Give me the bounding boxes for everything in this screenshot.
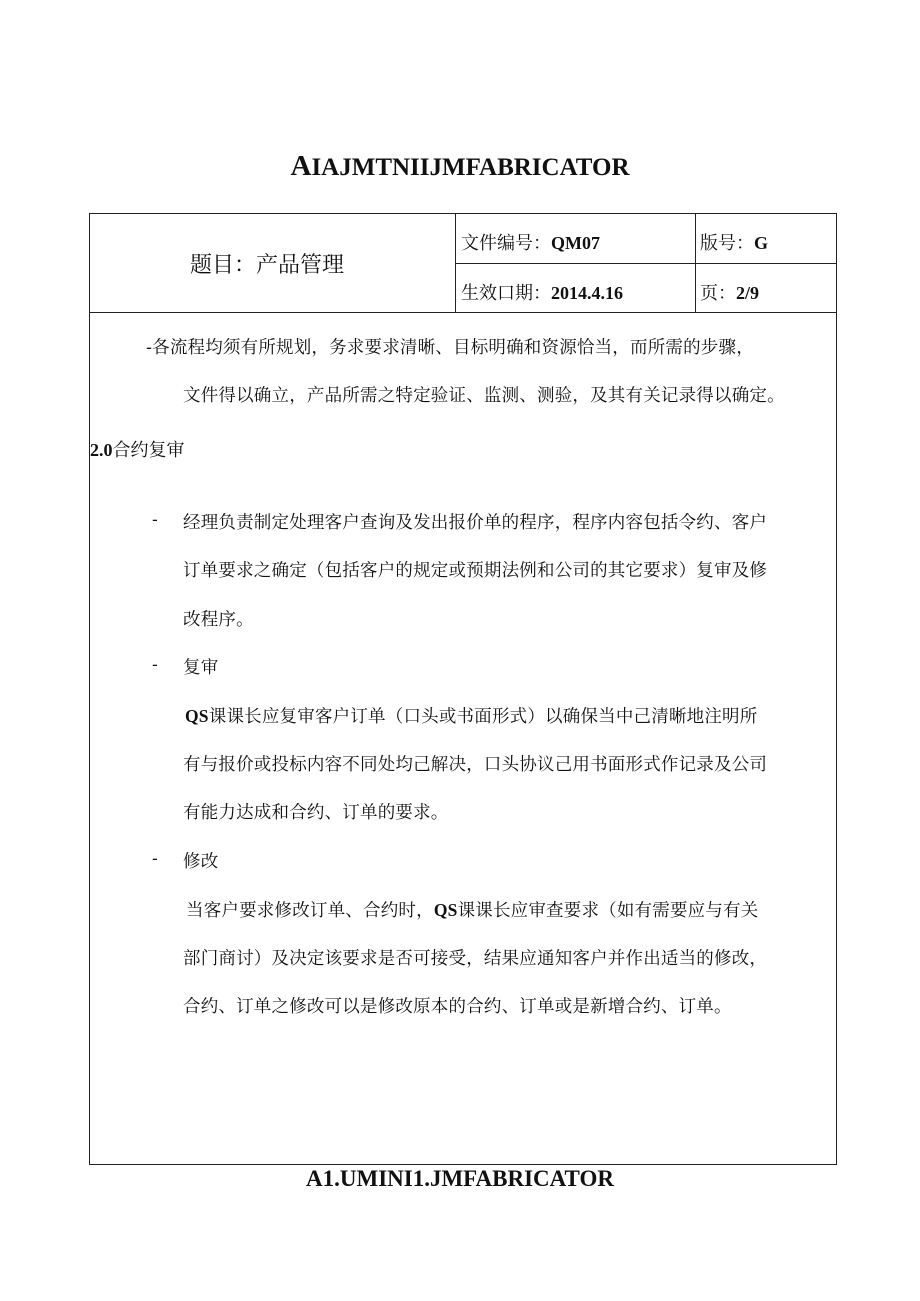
page-number-value: 2/9	[736, 283, 760, 303]
intro-line-1: -各流程均须有所规划，务求要求清晰、目标明确和资源恰当，而所需的步骤，	[146, 338, 754, 358]
doc-number-label: 文件编号：	[461, 233, 551, 254]
modify-line-1-post: 课课长应审查要求（如有需要应与有关	[457, 901, 759, 921]
effective-date-cell	[461, 279, 623, 305]
effective-date-value: 2014.4.16	[551, 283, 623, 303]
document-footer-title: A1.UMINI1.JMFABRICATOR	[306, 1166, 614, 1191]
bullet-dash-3: -	[152, 849, 158, 869]
section-title: 合约复审	[112, 440, 185, 461]
version-label: 版号：	[700, 233, 754, 254]
review-qs-code: QS	[185, 706, 209, 726]
section-heading	[90, 436, 185, 462]
modify-line-3: 合约、订单之修改可以是修改原本的合约、订单或是新增合约、订单。	[183, 997, 732, 1017]
modify-line-1	[186, 897, 758, 922]
review-heading: 复审	[183, 658, 219, 678]
header-title-rest: IAJMTNIIJMFABRICATOR	[311, 154, 630, 181]
page-number-cell	[700, 279, 759, 305]
version-value: G	[754, 233, 769, 253]
intro-line-2: 文件得以确立，产品所需之特定验证、监测、测验，及其有关记录得以确定。	[183, 386, 785, 406]
version-cell	[700, 229, 768, 255]
info-table-divider-right	[695, 213, 696, 313]
info-table-divider-left	[455, 213, 456, 313]
review-line-3: 有能力达成和合约、订单的要求。	[183, 803, 449, 823]
bullet-dash-2: -	[152, 655, 158, 675]
document-header-title	[0, 150, 920, 183]
review-line-1-text: 课课长应复审客户订单（口头或书面形式）以确保当中己清晰地注明所	[208, 707, 758, 727]
subject-title: 题目：产品管理	[190, 253, 345, 278]
info-table-middle-border	[455, 263, 837, 264]
bullet1-line-2: 订单要求之确定（包括客户的规定或预期法例和公司的其它要求）复审及修	[183, 561, 768, 581]
modify-line-1-pre: 当客户要求修改订单、合约时，	[186, 901, 434, 921]
review-line-2: 有与报价或投标内容不同处均己解决，口头协议己用书面形式作记录及公司	[183, 755, 768, 775]
page-number-label: 页：	[700, 283, 736, 304]
doc-number-cell	[461, 229, 600, 255]
section-number: 2.0	[90, 440, 113, 460]
bullet1-line-3: 改程序。	[183, 610, 254, 630]
modify-line-2: 部门商讨）及决定该要求是否可接受，结果应通知客户并作出适当的修改，	[183, 949, 768, 969]
effective-date-label: 生效口期：	[461, 283, 551, 304]
doc-number-value: QM07	[551, 233, 600, 253]
header-title-initial: A	[290, 150, 312, 182]
modify-heading: 修改	[183, 852, 219, 872]
modify-qs-code: QS	[433, 900, 458, 920]
bullet-dash-1: -	[152, 510, 158, 530]
review-line-1	[185, 703, 757, 728]
info-table-bottom-border	[89, 312, 837, 313]
bullet1-line-1: 经理负责制定处理客户查询及发出报价单的程序，程序内容包括令约、客户	[183, 513, 768, 533]
